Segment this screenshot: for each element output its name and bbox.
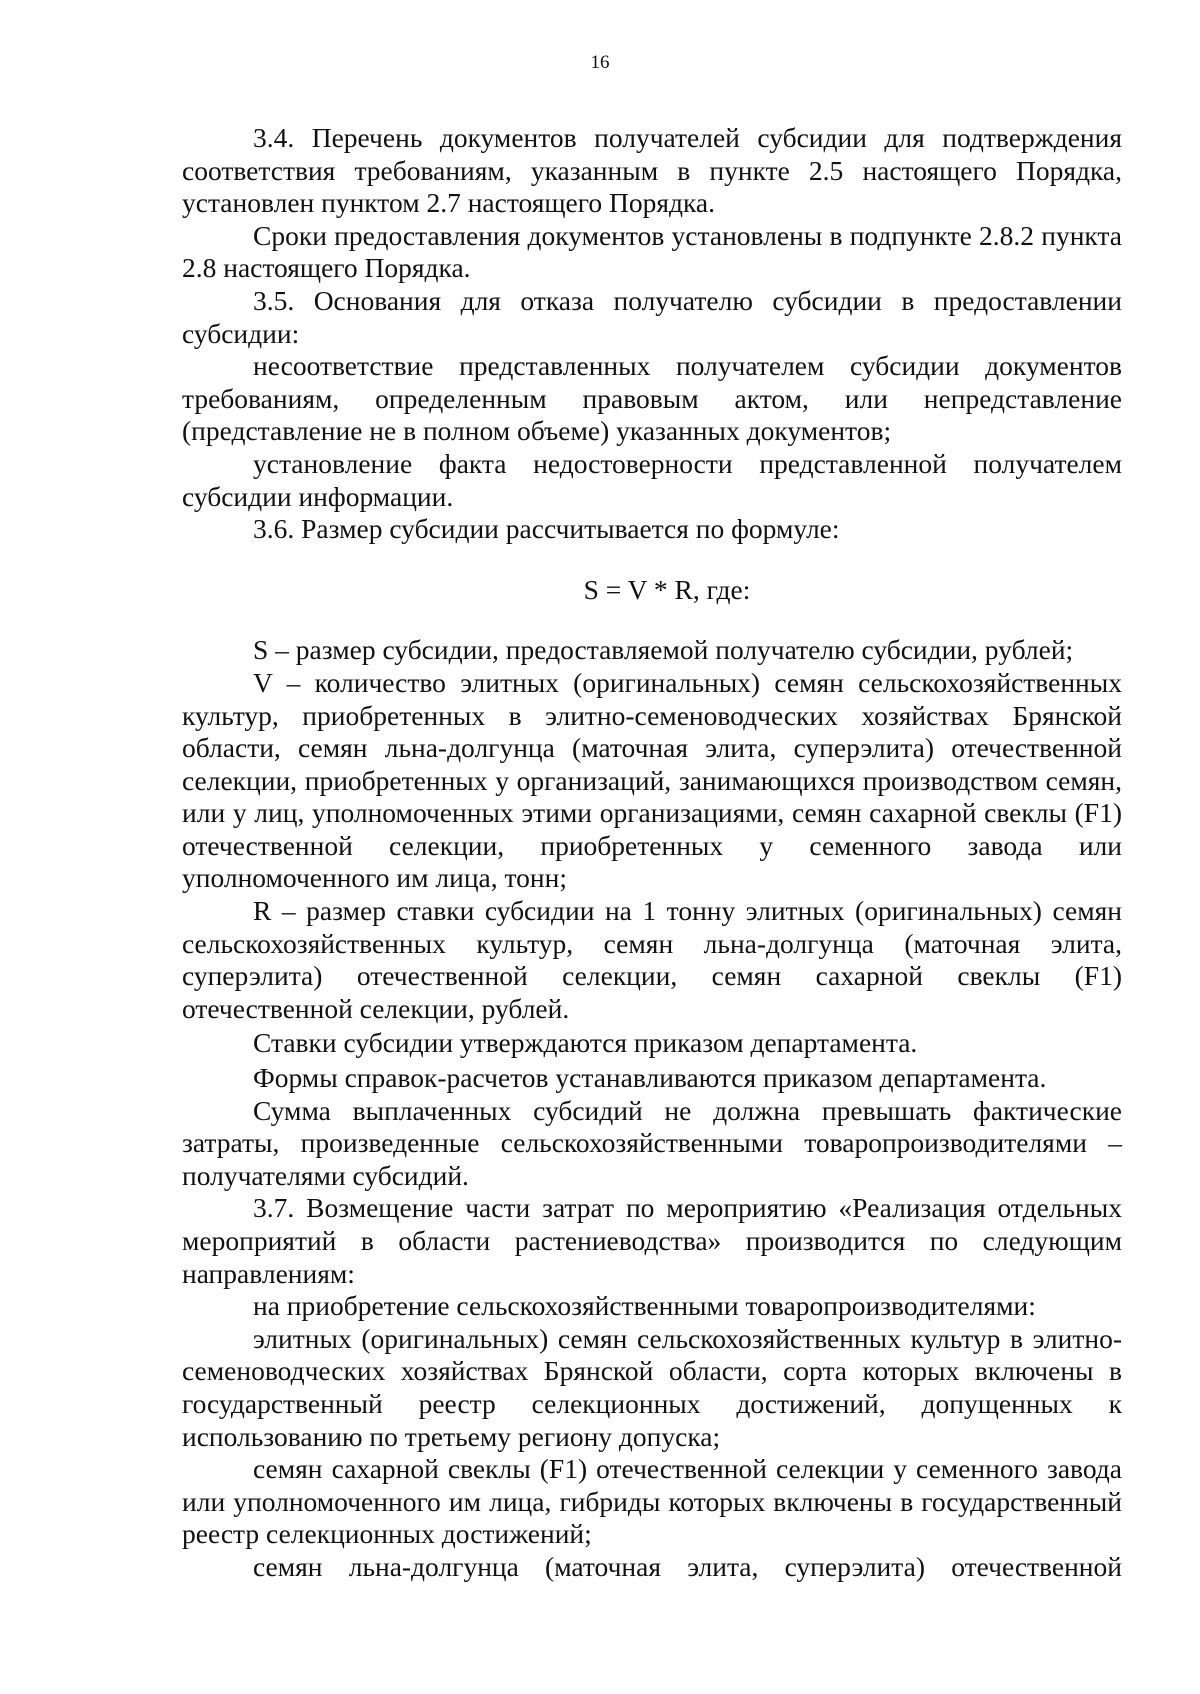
paragraph-3-7: 3.7. Возмещение части затрат по мероприятию «Реализация отдельных мероприятий в области растениеводства» производится по следующим направлениям: bbox=[182, 1192, 1122, 1289]
paragraph-elite-seeds: элитных (оригинальных) семян сельскохозяйственных культур в элитно-семеноводческих хозяйствах Брянской области, сорта которых включены в государственный реестр селекционных достижений, допущенных к использованию по третьему региону допуска; bbox=[182, 1322, 1122, 1452]
paragraph-3-4: 3.4. Перечень документов получателей субсидии для подтверждения соответствия требованиям, указанным в пункте 2.5 настоящего Порядка, установлен пунктом 2.7 настоящего Порядка. bbox=[182, 122, 1122, 219]
paragraph-purchase-intro: на приобретение сельскохозяйственными товаропроизводителями: bbox=[253, 1290, 1036, 1322]
paragraph-subsidy-limit: Сумма выплаченных субсидий не должна превышать фактические затраты, произведенные сельскохозяйственными товаропроизводителями – получателями субсидий. bbox=[182, 1094, 1122, 1191]
document-body bbox=[182, 122, 1122, 1584]
definition-v: V – количество элитных (оригинальных) семян сельскохозяйственных культур, приобретенных в элитно-семеноводческих хозяйствах Брянской области, семян льна-долгунца (маточная элита, суперэлита) отечественной селекции, приобретенных у организаций, занимающихся производством семян, или у лиц, уполномоченных этими организациями, семян сахарной свеклы (F1) отечественной селекции, приобретенных у семенного завода или уполномоченного им лица, тонн; bbox=[182, 666, 1122, 894]
paragraph-3-6: 3.6. Размер субсидии рассчитывается по формуле: bbox=[253, 513, 840, 545]
paragraph-forms: Формы справок-расчетов устанавливаются приказом департамента. bbox=[253, 1062, 1047, 1094]
paragraph-3-5: 3.5. Основания для отказа получателю субсидии в предоставлении субсидии: bbox=[182, 284, 1122, 349]
paragraph-rates: Ставки субсидии утверждаются приказом департамента. bbox=[253, 1027, 918, 1059]
page-number: 16 bbox=[590, 52, 610, 73]
paragraph-refusal-reason-2: установление факта недостоверности представленной получателем субсидии информации. bbox=[182, 447, 1122, 512]
paragraph-sugar-beet-seeds: семян сахарной свеклы (F1) отечественной селекции у семенного завода или уполномоченного им лица, гибриды которых включены в государственный реестр селекционных достижений; bbox=[182, 1453, 1122, 1550]
definition-r: R – размер ставки субсидии на 1 тонну элитных (оригинальных) семян сельскохозяйственных культур, семян льна-долгунца (маточная элита, суперэлита) отечественной селекции, семян сахарной свеклы (F1) отечественной селекции, рублей. bbox=[182, 895, 1122, 1024]
paragraph-refusal-reason-1: несоответствие представленных получателем субсидии документов требованиям, определенным правовым актом, или непредставление (представление не в полном объеме) указанных документов; bbox=[182, 350, 1122, 447]
paragraph-deadlines: Сроки предоставления документов установлены в подпункте 2.8.2 пункта 2.8 настоящего Порядка. bbox=[182, 219, 1122, 284]
definition-s: S – размер субсидии, предоставляемой получателю субсидии, рублей; bbox=[253, 634, 1074, 666]
paragraph-flax-seeds: семян льна-долгунца (маточная элита, суперэлита) отечественной bbox=[253, 1550, 1122, 1582]
subsidy-formula: S = V * R, где: bbox=[583, 573, 751, 605]
